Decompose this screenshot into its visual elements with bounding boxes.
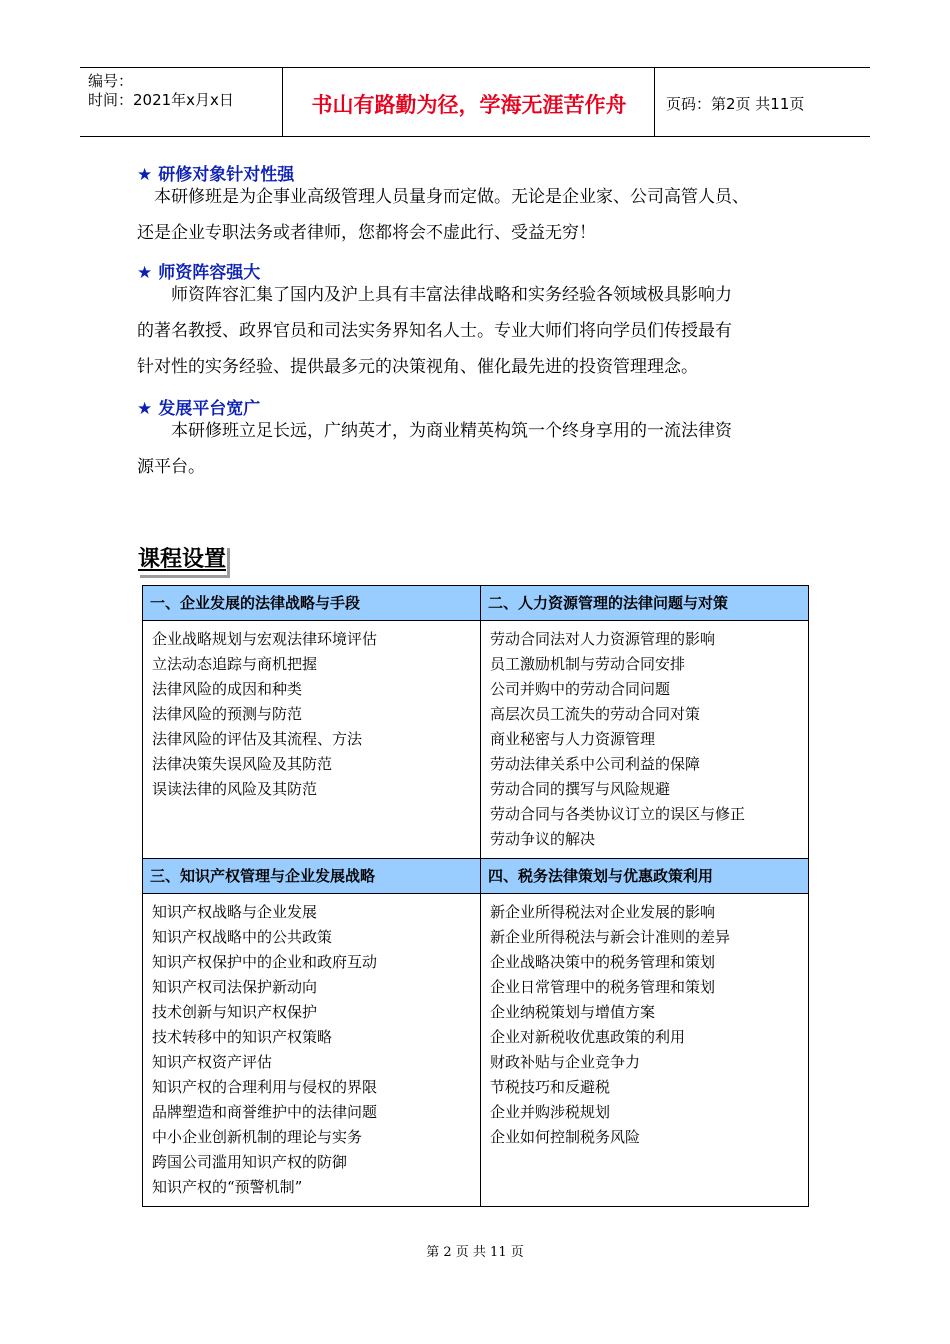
paragraph-line: 的著名教授、政界官员和司法实务界知名人士。专业大师们将向学员们传授最有 — [137, 321, 732, 341]
section-body — [137, 179, 827, 251]
section-body — [137, 277, 827, 385]
module-item: 法律决策失误风险及其防范 — [152, 755, 333, 773]
module-heading: 一、企业发展的法律战略与手段 — [143, 586, 481, 621]
module-item-list — [143, 621, 480, 808]
module-item: 知识产权的“预警机制” — [152, 1178, 303, 1196]
module-item: 知识产权战略与企业发展 — [152, 903, 318, 921]
module-item: 企业战略规划与宏观法律环境评估 — [152, 630, 378, 648]
table-header-row — [143, 859, 809, 894]
module-item: 劳动合同的撰写与风险规避 — [490, 780, 671, 798]
module-item: 误读法律的风险及其防范 — [152, 780, 318, 798]
module-item: 企业纳税策划与增值方案 — [490, 1003, 656, 1021]
time-label: 时间：2021年x月x日 — [88, 91, 234, 109]
module-item: 企业如何控制税务风险 — [490, 1128, 641, 1146]
module-cell — [143, 621, 481, 859]
table-row — [143, 894, 809, 1207]
module-item: 劳动法律关系中公司利益的保障 — [490, 755, 701, 773]
paragraph-line: 源平台。 — [137, 457, 205, 477]
section-body — [137, 413, 827, 485]
module-item: 立法动态追踪与商机把握 — [152, 655, 318, 673]
course-section-title: 课程设置 — [137, 545, 227, 575]
module-item: 技术转移中的知识产权策略 — [152, 1028, 333, 1046]
module-item: 知识产权资产评估 — [152, 1053, 273, 1071]
header-divider — [282, 68, 283, 136]
module-item-list — [143, 894, 480, 1206]
paragraph-line: 还是企业专职法务或者律师，您都将会不虚此行、受益无穷！ — [137, 223, 596, 243]
header-divider — [654, 68, 655, 136]
module-item: 高层次员工流失的劳动合同对策 — [490, 705, 701, 723]
module-item: 新企业所得税法对企业发展的影响 — [490, 903, 716, 921]
module-item: 劳动争议的解决 — [490, 830, 596, 848]
paragraph-line: 针对性的实务经验、提供最多元的决策视角、催化最先进的投资管理理念。 — [137, 357, 698, 377]
section-title-text: 研修对象针对性强 — [158, 165, 295, 185]
module-cell — [481, 894, 809, 1207]
module-heading: 二、人力资源管理的法律问题与对策 — [481, 586, 809, 621]
star-icon: ★ — [137, 263, 153, 283]
module-item: 节税技巧和反避税 — [490, 1078, 611, 1096]
module-item: 员工激励机制与劳动合同安排 — [490, 655, 686, 673]
module-item: 技术创新与知识产权保护 — [152, 1003, 318, 1021]
module-item: 劳动合同法对人力资源管理的影响 — [490, 630, 716, 648]
header-page-info: 页码：第2页 共11页 — [666, 95, 805, 113]
module-item: 企业日常管理中的税务管理和策划 — [490, 978, 716, 996]
module-item-list — [481, 621, 808, 858]
module-item: 劳动合同与各类协议订立的误区与修正 — [490, 805, 746, 823]
module-cell — [481, 621, 809, 859]
module-heading: 四、税务法律策划与优惠政策利用 — [481, 859, 809, 894]
module-item: 品牌塑造和商誉维护中的法律问题 — [152, 1103, 378, 1121]
module-item: 法律风险的成因和种类 — [152, 680, 303, 698]
section-title-text: 师资阵容强大 — [158, 263, 261, 283]
module-item: 企业并购涉税规划 — [490, 1103, 611, 1121]
module-item: 中小企业创新机制的理论与实务 — [152, 1128, 363, 1146]
header-motto: 书山有路勤为径，学海无涯苦作舟 — [311, 93, 627, 117]
module-cell — [143, 894, 481, 1207]
star-icon: ★ — [137, 399, 153, 419]
module-item: 知识产权的合理利用与侵权的界限 — [152, 1078, 378, 1096]
module-item: 法律风险的评估及其流程、方法 — [152, 730, 363, 748]
module-item: 企业战略决策中的税务管理和策划 — [490, 953, 716, 971]
module-item: 新企业所得税法与新会计准则的差异 — [490, 928, 731, 946]
module-item: 公司并购中的劳动合同问题 — [490, 680, 671, 698]
course-table — [142, 585, 809, 1207]
paragraph-line: 本研修班立足长远，广纳英才，为商业精英构筑一个终身享用的一流法律资 — [137, 421, 732, 441]
section-title-text: 发展平台宽广 — [158, 399, 261, 419]
module-item: 知识产权战略中的公共政策 — [152, 928, 333, 946]
module-item: 跨国公司滥用知识产权的防御 — [152, 1153, 348, 1171]
header-meta — [88, 72, 234, 110]
star-icon: ★ — [137, 165, 153, 185]
module-heading: 三、知识产权管理与企业发展战略 — [143, 859, 481, 894]
module-item: 财政补贴与企业竞争力 — [490, 1053, 641, 1071]
module-item: 知识产权保护中的企业和政府互动 — [152, 953, 378, 971]
module-item: 知识产权司法保护新动向 — [152, 978, 318, 996]
page-header — [80, 67, 870, 137]
paragraph-line: 本研修班是为企事业高级管理人员量身而定做。无论是企业家、公司高管人员、 — [137, 187, 749, 207]
module-item: 商业秘密与人力资源管理 — [490, 730, 656, 748]
table-row — [143, 621, 809, 859]
module-item: 法律风险的预测与防范 — [152, 705, 303, 723]
page-footer: 第 2 页 共 11 页 — [426, 1245, 524, 1260]
number-label: 编号： — [88, 72, 134, 90]
module-item-list — [481, 894, 808, 1156]
table-header-row — [143, 586, 809, 621]
paragraph-line: 师资阵容汇集了国内及沪上具有丰富法律战略和实务经验各领域极具影响力 — [137, 285, 732, 305]
module-item: 企业对新税收优惠政策的利用 — [490, 1028, 686, 1046]
